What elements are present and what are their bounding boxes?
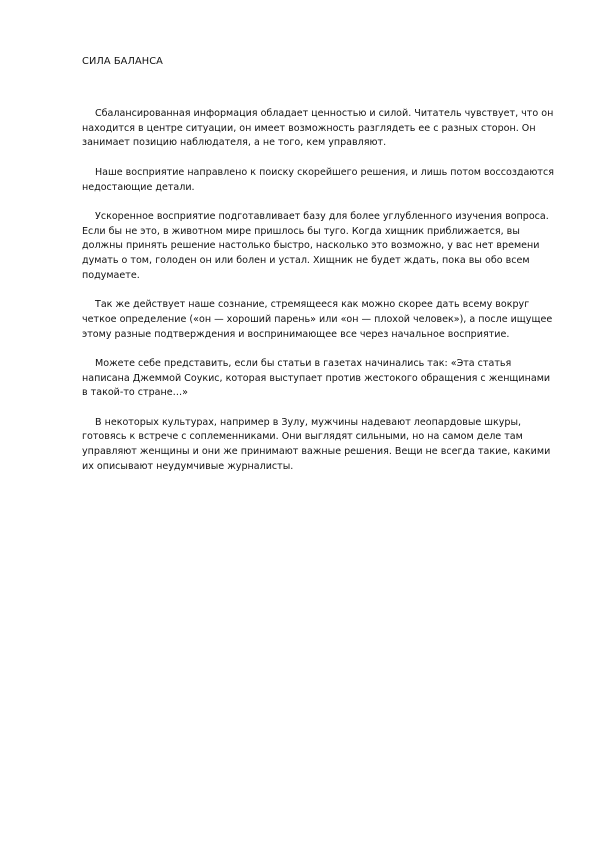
document-title: СИЛА БАЛАНСА <box>82 56 163 67</box>
paragraph-perception: Наше восприятие направлено к поиску скорейшего решения, и лишь потом воссоздаются недостающие детали. <box>82 166 554 193</box>
document-body <box>82 107 554 475</box>
paragraph-accelerated-perception: Ускоренное восприятие подготавливает базу для более углубленного изучения вопроса. Если бы не это, в животном мире пришлось бы туго. Когда хищник приближается, вы должны принять решение настолько быстро, насколько это возможно, у вас нет времени думать о том, голоден он или болен и устал. Хищник не будет ждать, пока вы обо всем подумаете. <box>82 210 549 281</box>
paragraph-newspaper-example: Можете себе представить, если бы статьи в газетах начинались так: «Эта статья написана Джеммой Соукис, которая выступает против жестокого обращения с женщинами в такой-то стране…» <box>82 357 551 399</box>
paragraph-balance-intro: Сбалансированная информация обладает ценностью и силой. Читатель чувствует, что он находится в центре ситуации, он имеет возможность разглядеть ее с разных сторон. Он занимает позицию наблюдателя, а не того, кем управляют. <box>82 108 554 149</box>
paragraph-zulu-example: В некоторых культурах, например в Зулу, мужчины надевают леопардовые шкуры, готовясь к встрече с соплеменниками. Они выглядят сильными, но на самом деле там управляют женщины и они же принимают важные решения. Вещи не всегда такие, какими их описывают неудумчивые журналисты. <box>82 416 551 472</box>
paragraph-consciousness: Так же действует наше сознание, стремящееся как можно скорее дать всему вокруг четкое определение («он — хороший парень» или «он — плохой человек»), а после ищущее этому разные подтверждения и воспринимающее все через начальное восприятие. <box>82 299 553 340</box>
